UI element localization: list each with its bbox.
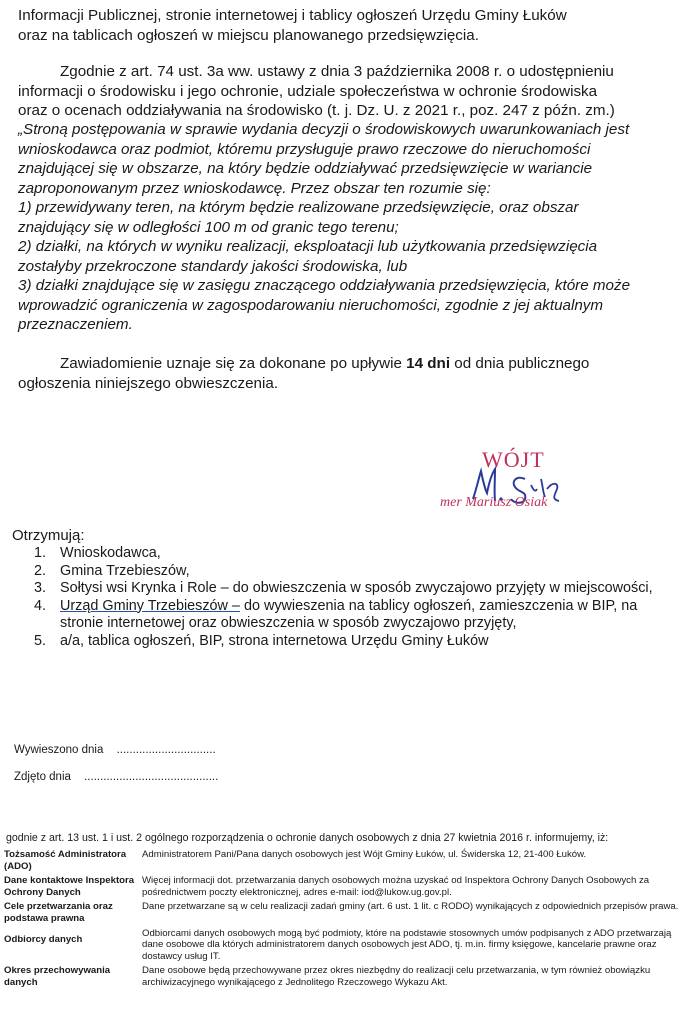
text-line: zostałyby przekroczone standardy jakości środowiska, lub (18, 257, 408, 275)
item-text: Gmina Trzebieszów, (60, 562, 190, 579)
text-line: zaproponowanym przez wnioskodawcę. Przez obszar ten rozumie się: (18, 179, 491, 197)
stamp-title: WÓJT (482, 447, 545, 472)
text-line: wnioskodawca oraz podmiot, któremu przysługuje prawo rzeczowe do nieruchomości (18, 140, 591, 158)
gdpr-table (4, 849, 680, 992)
row-value: Dane osobowe będą przechowywane przez okres niezbędny do realizacji celu przetwarzania, w tym również obowiązku archiwizacyjnego wynikającego z Jednolitego Rzeczowego Wykazu Akt. (142, 965, 651, 988)
table-row (4, 849, 680, 875)
text-line: 3) działki znajdujące się w zasięgu znaczącego oddziaływania przedsięwzięcia, które może (18, 277, 631, 294)
item-number: 1. (34, 545, 47, 561)
row-value: Dane przetwarzane są w celu realizacji zadań gminy (art. 6 ust. 1 lit. c RODO) wynikających z odpowiednich przepisów prawa. (142, 901, 679, 913)
official-stamp (425, 447, 625, 522)
item-number: 2. (34, 562, 47, 579)
stamp-name: mer Mariusz Osiak (440, 495, 548, 510)
row-label: Dane kontaktowe Inspektora Ochrony Danych (4, 875, 135, 898)
text-line: przeznaczeniem. (18, 316, 133, 333)
table-row (4, 901, 680, 927)
text-line: informacji o środowisku i jego ochronie, udziale społeczeństwa w ochronie środowiska (18, 82, 598, 100)
item-text (60, 598, 674, 633)
row-value: Administratorem Pani/Pana danych osobowych jest Wójt Gminy Łuków, ul. Świderska 12, 21-400 Łuków. (142, 849, 587, 860)
posted-date-field (14, 744, 216, 756)
row-label: Okres przechowywania danych (4, 965, 111, 988)
item-text: a/a, tablica ogłoszeń, BIP, strona internetowa Urzędu Gminy Łuków (60, 632, 489, 649)
field-label: Zdjęto dnia (14, 771, 71, 783)
underlined-text: Urząd Gminy Trzebieszów – (60, 597, 240, 614)
text-line: wprowadzić ograniczenia w zagospodarowaniu nieruchomości, zgodnie z jej aktualnym (18, 296, 604, 314)
item-number: 3. (34, 580, 47, 596)
text-line (18, 354, 666, 374)
text-fragment: Zawiadomienie uznaje się za dokonane po upływie (60, 355, 407, 372)
list-item (34, 563, 674, 581)
text-line: Informacji Publicznej, stronie internetowej i tablicy ogłoszeń Urzędu Gminy Łuków (18, 7, 567, 24)
days-count: 14 dni (406, 355, 451, 372)
list-item (34, 580, 674, 598)
intro-paragraph (18, 6, 666, 45)
removed-date-field (14, 771, 218, 783)
item-text: Wnioskodawca, (60, 545, 161, 561)
recipients-heading: Otrzymują: (12, 527, 85, 544)
recipients-list (34, 545, 674, 650)
item-number: 5. (34, 632, 47, 649)
row-label: Tożsamość Administratora (ADO) (4, 849, 127, 872)
text-line: 1) przewidywany teren, na którym będzie realizowane przedsięwzięcie, oraz obszar (18, 199, 579, 216)
field-dots: ............................... (116, 744, 216, 756)
text-line: oraz o ocenach oddziaływania na środowisko (t. j. Dz. U. z 2021 r., poz. 247 z późn. zm.) (18, 102, 615, 119)
field-label: Wywieszono dnia (14, 744, 104, 756)
row-label: Odbiorcy danych (4, 933, 83, 945)
table-row (4, 875, 680, 901)
notice-paragraph (18, 354, 666, 393)
text-line: Zgodnie z art. 74 ust. 3a ww. ustawy z dnia 3 października 2008 r. o udostępnieniu (60, 63, 614, 80)
list-item (34, 633, 674, 651)
quoted-provision (18, 120, 666, 335)
item-text: Sołtysi wsi Krynka i Role – do obwieszczenia w sposób zwyczajowo przyjęty w miejscowości, (60, 580, 653, 596)
list-item (34, 545, 674, 563)
item-number: 4. (34, 597, 47, 614)
row-label: Cele przetwarzania oraz podstawa prawna (4, 901, 113, 924)
text-fragment: do wywieszenia na tablicy ogłoszeń, zamieszczenia w BIP, na stronie internetowej oraz obwieszczenia w sposób zwyczajowo przyjęty, (60, 597, 638, 631)
row-value: Więcej informacji dot. przetwarzania danych osobowych można uzyskać od Inspektora Ochrony Danych Osobowych za pośrednictwem poczty elektronicznej, adres e-mail: iod@lukow.ug.gov.pl. (142, 875, 650, 898)
text-line: znajdującej się w obszarze, na który będzie oddziaływać przedsięwzięcie w wariancie (18, 160, 593, 177)
gdpr-intro: godnie z art. 13 ust. 1 i ust. 2 ogólnego rozporządzenia o ochronie danych osobowych z dnia 27 kwietnia 2016 r. informujemy, iż: (6, 832, 609, 844)
legal-basis-paragraph (18, 62, 666, 121)
list-item (34, 598, 674, 633)
table-row (4, 928, 680, 966)
text-line: znajdujący się w odległości 100 m od granic tego terenu; (18, 218, 399, 236)
text-line: „Stroną postępowania w sprawie wydania decyzji o środowiskowych uwarunkowaniach jest (18, 121, 630, 138)
field-dots: .......................................... (84, 771, 219, 783)
text-fragment: od dnia publicznego (450, 355, 590, 372)
table-row (4, 965, 680, 991)
text-line: ogłoszenia niniejszego obwieszczenia. (18, 374, 279, 392)
text-line: oraz na tablicach ogłoszeń w miejscu planowanego przedsięwzięcia. (18, 26, 479, 44)
row-value: Odbiorcami danych osobowych mogą być podmioty, które na podstawie stosownych umów podpisanych z ADO przetwarzają dane osobowe dla których administratorem danych osobowych jest ADO, tj. m.in. firmy księgowe, kancelarie prawne oraz dostawcy usług IT. (142, 927, 672, 962)
text-line: 2) działki, na których w wyniku realizacji, eksploatacji lub użytkowania przedsięwzięcia (18, 238, 598, 255)
